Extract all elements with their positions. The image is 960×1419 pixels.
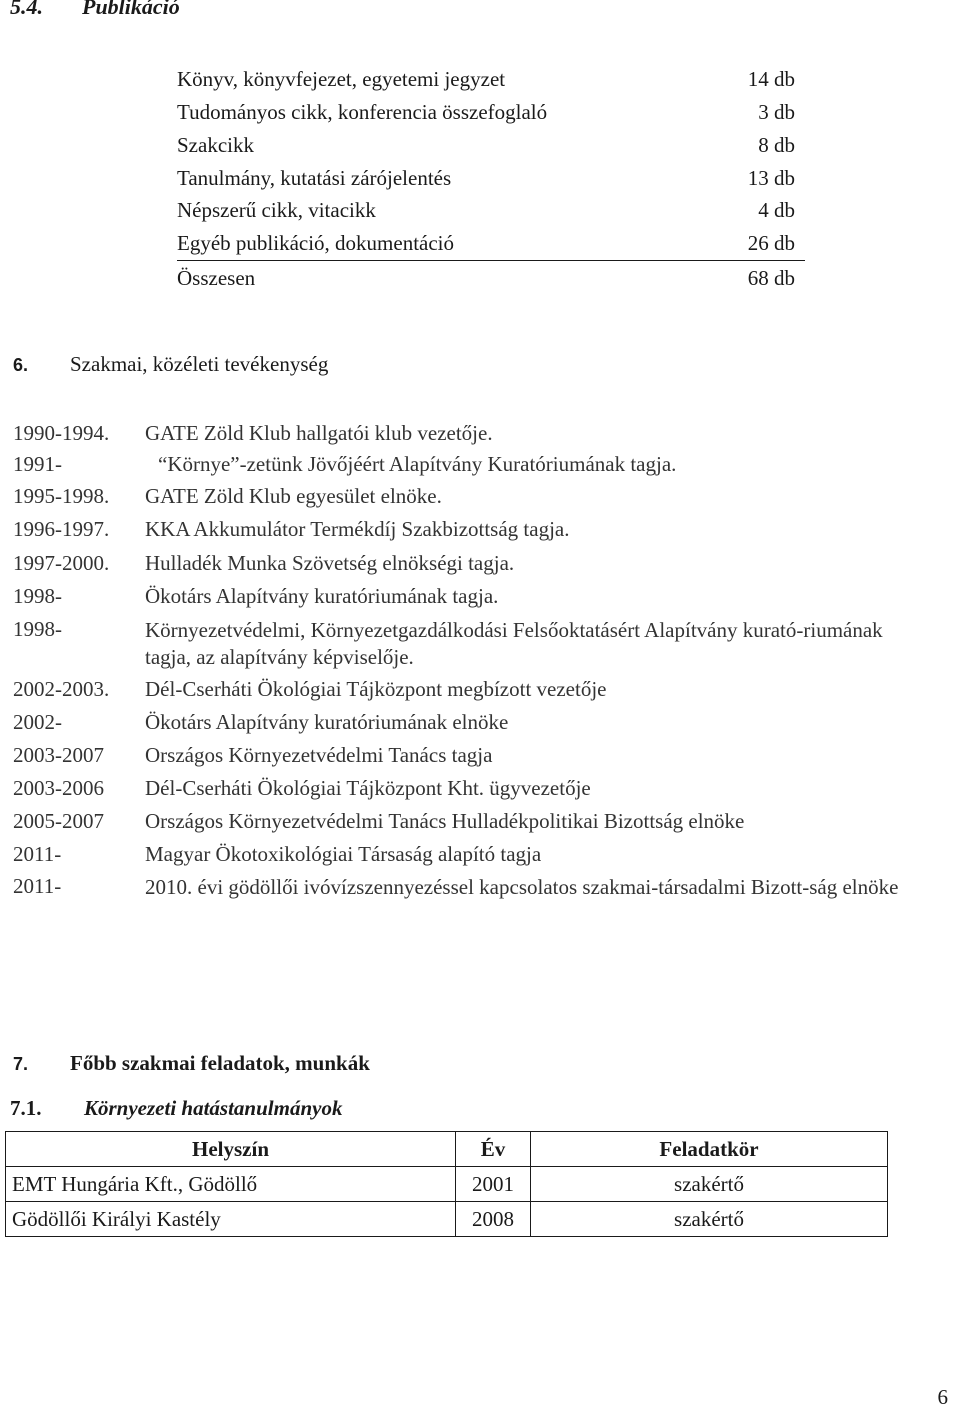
- activity-text: Magyar Ökotoxikológiai Társaság alapító tagja: [145, 842, 542, 866]
- table-cell: 2001: [456, 1167, 531, 1202]
- activity-text: Dél-Cserháti Ökológiai Tájközpont Kht. ügyvezetője: [145, 776, 591, 800]
- page-number: 6: [937, 1385, 948, 1409]
- activity-year: 2011-: [13, 842, 62, 866]
- activity-year: 2003-2007: [13, 743, 104, 767]
- publication-total-count: 68 db: [747, 266, 795, 290]
- section-heading-7: [13, 1051, 370, 1076]
- section-number: 6.: [13, 355, 29, 375]
- activity-year: 1995-1998.: [13, 484, 110, 508]
- section-title: Publikáció: [82, 0, 180, 19]
- section-heading-7-1: [10, 1096, 342, 1121]
- publication-label: Egyéb publikáció, dokumentáció: [177, 231, 455, 255]
- publication-label: Tanulmány, kutatási zárójelentés: [177, 166, 452, 190]
- activity-year: 2005-2007: [13, 809, 104, 833]
- publication-count: 4 db: [758, 198, 795, 222]
- table-cell: Gödöllői Királyi Kastély: [6, 1202, 456, 1237]
- publication-label: Népszerű cikk, vitacikk: [177, 198, 376, 222]
- section-title: Főbb szakmai feladatok, munkák: [70, 1051, 370, 1075]
- publication-label: Könyv, könyvfejezet, egyetemi jegyzet: [177, 67, 506, 91]
- publication-count: 8 db: [758, 133, 795, 157]
- table-row: [6, 1202, 888, 1237]
- total-rule: [177, 260, 805, 261]
- table-cell: EMT Hungária Kft., Gödöllő: [6, 1167, 456, 1202]
- publication-label: Szakcikk: [177, 133, 254, 157]
- section-title: Szakmai, közéleti tevékenység: [70, 352, 329, 376]
- activity-text: Országos Környezetvédelmi Tanács tagja: [145, 743, 493, 767]
- section-heading-5-4: [10, 0, 180, 20]
- section-heading-6: [13, 352, 328, 377]
- table-row: [6, 1167, 888, 1202]
- section-number: 7.: [13, 1054, 29, 1074]
- activity-year: 1998-: [13, 617, 62, 641]
- section-number: 7.1.: [10, 1096, 42, 1120]
- column-header: Év: [456, 1132, 531, 1167]
- table-header-row: [6, 1132, 888, 1167]
- activity-text: Ökotárs Alapítvány kuratóriumának elnöke: [145, 710, 509, 734]
- section-number: 5.4.: [10, 0, 43, 19]
- publication-label: Tudományos cikk, konferencia összefoglaló: [177, 100, 548, 124]
- activity-text: KKA Akkumulátor Termékdíj Szakbizottság tagja.: [145, 517, 570, 541]
- table-cell: szakértő: [531, 1167, 888, 1202]
- publication-count: 3 db: [758, 100, 795, 124]
- activity-year: 2011-: [13, 874, 62, 898]
- table-cell: 2008: [456, 1202, 531, 1237]
- impact-study-table: [5, 1131, 888, 1237]
- activity-year: 2003-2006: [13, 776, 104, 800]
- column-header: Feladatkör: [531, 1132, 888, 1167]
- activity-text: Hulladék Munka Szövetség elnökségi tagja.: [145, 551, 515, 575]
- publication-count: 13 db: [747, 166, 795, 190]
- activity-text: GATE Zöld Klub hallgatói klub vezetője.: [145, 421, 493, 445]
- column-header: Helyszín: [6, 1132, 456, 1167]
- activity-text: Ökotárs Alapítvány kuratóriumának tagja.: [145, 584, 499, 608]
- table-cell: szakértő: [531, 1202, 888, 1237]
- activity-text: Országos Környezetvédelmi Tanács Hulladékpolitikai Bizottság elnöke: [145, 809, 745, 833]
- activity-text: Környezetvédelmi, Környezetgazdálkodási Felsőoktatásért Alapítvány kurató-riumának tagja, az alapítvány képviselője.: [145, 618, 883, 669]
- activity-text: Dél-Cserháti Ökológiai Tájközpont megbízott vezetője: [145, 677, 607, 701]
- publication-total-label: Összesen: [177, 266, 256, 290]
- activity-text: GATE Zöld Klub egyesület elnöke.: [145, 484, 442, 508]
- activity-year: 1997-2000.: [13, 551, 110, 575]
- activity-year: 1991-: [13, 452, 62, 476]
- activity-text: “Környe”-zetünk Jövőjéért Alapítvány Kuratóriumának tagja.: [158, 452, 677, 476]
- activity-year: 1996-1997.: [13, 517, 110, 541]
- activity-text: 2010. évi gödöllői ivóvízszennyezéssel kapcsolatos szakmai-társadalmi Bizott-ság elnöke: [145, 875, 899, 899]
- activity-year: 1998-: [13, 584, 62, 608]
- publication-count: 14 db: [747, 67, 795, 91]
- activity-year: 1990-1994.: [13, 421, 110, 445]
- publication-count: 26 db: [747, 231, 795, 255]
- section-title: Környezeti hatástanulmányok: [84, 1096, 343, 1120]
- activity-year: 2002-2003.: [13, 677, 110, 701]
- activity-year: 2002-: [13, 710, 62, 734]
